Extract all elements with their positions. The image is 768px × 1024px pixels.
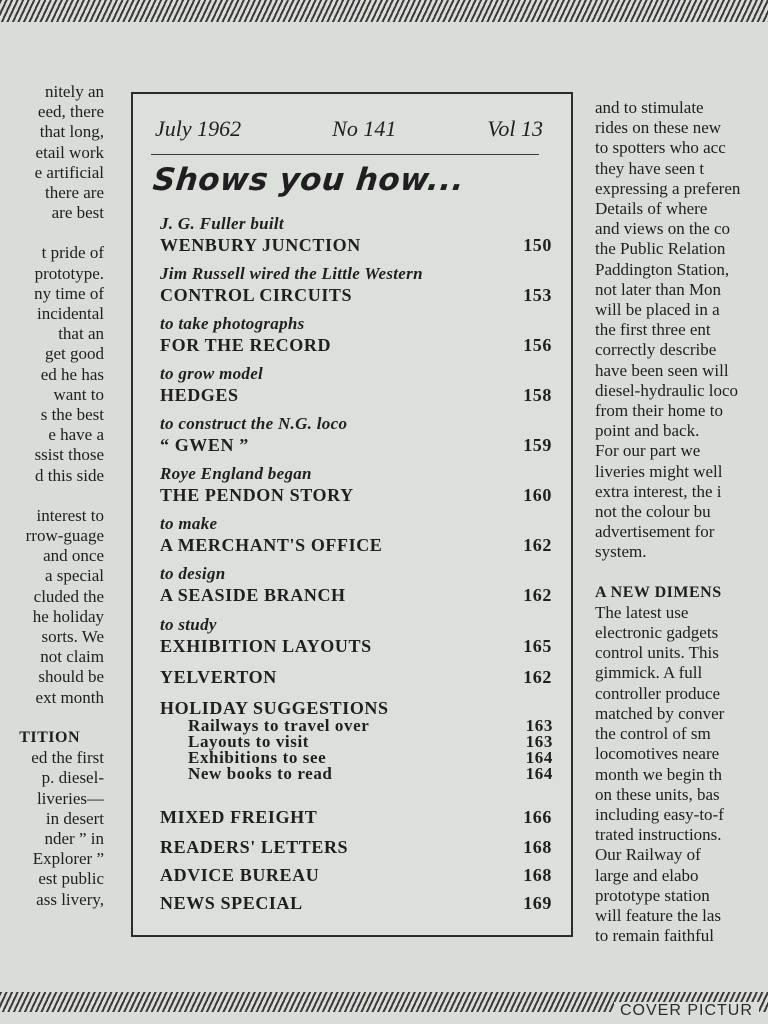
holiday-subitem-page: 163	[525, 716, 553, 735]
body-text-line: system.	[595, 542, 647, 562]
entry-page-number: 160	[523, 485, 552, 505]
body-text-line: control units. This	[595, 643, 719, 663]
contents-entry	[160, 214, 552, 256]
entry-row	[160, 864, 552, 886]
body-text-line: prototype station	[595, 885, 710, 905]
body-text-line: liveries might well	[595, 461, 723, 481]
body-text-line: the Public Relation	[595, 239, 726, 259]
contents-entry	[160, 314, 552, 356]
entry-title: ADVICE BUREAU	[160, 865, 320, 885]
entry-page-number: 162	[523, 667, 552, 687]
entry-row	[160, 666, 552, 688]
body-text-line: ext month	[35, 687, 104, 707]
issue-number: No 141	[332, 116, 397, 141]
entry-page-number: 168	[523, 865, 552, 885]
entry-row	[160, 284, 552, 306]
body-text-line: in desert	[45, 808, 104, 828]
body-text-line: electronic gadgets	[595, 623, 719, 643]
body-text-line: there are	[45, 183, 104, 203]
entry-title: YELVERTON	[160, 667, 277, 687]
holiday-subitem-title: Layouts to visit	[188, 732, 310, 751]
entry-subtitle: Jim Russell wired the Little Western	[160, 264, 423, 283]
entry-page-number: 162	[523, 535, 552, 555]
holiday-subitem-title: Exhibitions to see	[188, 748, 327, 767]
body-text-line: diesel-hydraulic loco	[595, 380, 739, 400]
contents-headline: Shows you how...	[151, 162, 467, 198]
body-text-line: correctly describe	[595, 340, 717, 360]
body-text-line: the first three ent	[595, 320, 711, 340]
body-text-line: extra interest, the i	[595, 481, 722, 501]
body-text-line: nitely an	[44, 82, 104, 101]
entry-title: FOR THE RECORD	[160, 335, 332, 355]
entry-page-number: 165	[523, 636, 552, 656]
body-text-line: they have seen t	[595, 158, 705, 178]
contents-entry	[160, 514, 552, 556]
body-text-line: est public	[38, 869, 104, 889]
body-text-line: that long,	[39, 122, 104, 142]
body-text-line: cluded the	[33, 586, 104, 606]
body-text-line: interest to	[36, 505, 104, 525]
body-text-line: ass livery,	[36, 889, 104, 909]
body-text-line: Explorer ”	[32, 849, 104, 869]
contents-entry	[160, 615, 552, 657]
body-text-line: Details of where	[595, 199, 708, 219]
entry-page-number: 158	[523, 385, 552, 405]
left-text-column	[0, 82, 104, 910]
right-text-column	[595, 98, 768, 946]
entry-row	[160, 534, 552, 556]
top-hatch-border	[0, 0, 768, 22]
entry-subtitle: to construct the N.G. loco	[160, 414, 348, 433]
entry-page-number: 159	[523, 435, 552, 455]
body-text-line: ed he has	[40, 364, 104, 384]
body-text-line: not later than Mon	[595, 279, 722, 299]
holiday-subitem-title: Railways to travel over	[188, 716, 370, 735]
body-text-line: from their home to	[595, 401, 723, 421]
holiday-subitem-page: 163	[525, 732, 553, 751]
body-text-line: will feature the las	[595, 905, 722, 925]
entry-row	[160, 635, 552, 657]
body-text-line: want to	[53, 384, 104, 404]
entry-title: A MERCHANT'S OFFICE	[160, 535, 383, 555]
entry-subtitle: to study	[160, 615, 217, 634]
contents-list	[133, 94, 571, 935]
body-text-line: including easy-to-f	[595, 804, 724, 824]
body-text-line: The latest use	[595, 602, 689, 622]
entry-page-number: 153	[523, 285, 552, 305]
entry-row	[160, 384, 552, 406]
contents-entry	[160, 836, 552, 858]
entry-title: READERS' LETTERS	[160, 837, 349, 857]
cover-picture-label: COVER PICTUR	[614, 1002, 759, 1020]
body-text-line: e artificial	[34, 162, 104, 182]
entry-row	[160, 836, 552, 858]
body-text-line: t pride of	[41, 243, 104, 263]
paragraph-gap	[0, 223, 104, 243]
entry-subtitle: to take photographs	[160, 314, 305, 333]
body-text-line: the control of sm	[595, 724, 711, 744]
body-text-line: Our Railway of	[595, 845, 701, 865]
body-text-line: ssist those	[34, 445, 104, 465]
entry-row	[160, 334, 552, 356]
entry-subtitle: to design	[160, 564, 226, 583]
contents-box	[131, 92, 573, 937]
body-text-line: rides on these new	[595, 118, 722, 138]
entry-row	[160, 484, 552, 506]
body-text-line: and to stimulate	[595, 98, 704, 117]
body-text-line: are best	[51, 203, 104, 223]
entry-subtitle: Roye England began	[160, 464, 312, 483]
body-text-line: will be placed in a	[595, 300, 720, 320]
contents-entry	[160, 666, 552, 688]
entry-title: NEWS SPECIAL	[160, 893, 303, 913]
body-text-line: have been seen will	[595, 360, 729, 380]
body-text-line: point and back.	[595, 421, 700, 441]
contents-entry	[160, 414, 552, 456]
body-text-line: For our part we	[595, 441, 701, 461]
entry-page-number: 156	[523, 335, 552, 355]
body-text-line: s the best	[40, 405, 104, 425]
entry-title: CONTROL CIRCUITS	[160, 285, 353, 305]
body-text-line: not the colour bu	[595, 502, 711, 522]
body-text-line: locomotives neare	[595, 744, 720, 764]
entry-subtitle: to grow model	[160, 364, 264, 383]
body-text-line: and once	[43, 546, 104, 566]
holiday-subitem-title: New books to read	[188, 764, 333, 783]
body-text-line: to remain faithful	[595, 926, 714, 946]
body-text-line: eed, there	[37, 102, 104, 122]
body-text-line: d this side	[35, 465, 104, 485]
contents-entry	[160, 892, 552, 914]
body-text-line: and views on the co	[595, 219, 731, 239]
paragraph-gap	[595, 563, 768, 583]
holiday-subitems	[188, 718, 553, 782]
body-text-line: sorts. We	[41, 627, 104, 647]
body-text-line: not claim	[40, 647, 104, 667]
body-text-line: ny time of	[34, 283, 104, 303]
body-text-line: he holiday	[32, 606, 104, 626]
body-text-line: Paddington Station,	[595, 259, 730, 279]
body-text-line: gimmick. A full	[595, 663, 703, 683]
entry-title: EXHIBITION LAYOUTS	[160, 636, 372, 656]
holiday-subitem-page: 164	[525, 764, 553, 783]
body-text-line: ed the first	[31, 748, 104, 768]
holiday-subitem	[188, 766, 553, 782]
entry-page-number: 150	[523, 235, 552, 255]
contents-entry	[160, 264, 552, 306]
entry-row	[160, 806, 552, 828]
issue-volume: Vol 13	[487, 116, 543, 141]
body-text-line: prototype.	[34, 263, 104, 283]
paragraph-gap	[0, 708, 104, 728]
body-text-line: matched by conver	[595, 703, 725, 723]
body-text-line: p. diesel-	[41, 768, 104, 788]
body-text-line: large and elabo	[595, 865, 699, 885]
entry-page-number: 169	[523, 893, 552, 913]
entry-title: HEDGES	[160, 385, 239, 405]
body-text-line: advertisement for	[595, 522, 715, 542]
contents-entry	[160, 806, 552, 828]
paragraph-gap	[0, 486, 104, 506]
contents-entry	[160, 864, 552, 886]
body-text-line: trated instructions.	[595, 825, 722, 845]
body-text-line: incidental	[36, 304, 104, 324]
body-text-line: that an	[58, 324, 104, 344]
contents-entry	[160, 464, 552, 506]
body-text-line: a special	[45, 566, 104, 586]
body-text-line: month we begin th	[595, 764, 723, 784]
entry-row	[160, 434, 552, 456]
entry-title: MIXED FREIGHT	[160, 807, 318, 827]
entry-title: HOLIDAY SUGGESTIONS	[160, 698, 389, 718]
body-text-line: expressing a preferen	[595, 178, 741, 198]
body-text-line: controller produce	[595, 683, 721, 703]
entry-title: A SEASIDE BRANCH	[160, 585, 346, 605]
holiday-subitem-page: 164	[525, 748, 553, 767]
contents-entry	[160, 364, 552, 406]
issue-date: July 1962	[155, 116, 242, 141]
body-text-line: rrow-guage	[25, 526, 104, 546]
column-heading: TITION	[19, 728, 80, 746]
body-text-line: liveries—	[36, 788, 104, 808]
body-text-line: etail work	[35, 142, 104, 162]
entry-page-number: 168	[523, 837, 552, 857]
body-text-line: get good	[44, 344, 104, 364]
contents-entry	[160, 564, 552, 606]
body-text-line: on these units, bas	[595, 784, 720, 804]
entry-row	[160, 234, 552, 256]
body-text-line: to spotters who acc	[595, 138, 726, 158]
entry-page-number: 162	[523, 585, 552, 605]
body-text-line: e have a	[48, 425, 104, 445]
entry-title: THE PENDON STORY	[160, 485, 354, 505]
entry-subtitle: J. G. Fuller built	[160, 214, 284, 233]
entry-title: “ GWEN ”	[160, 435, 249, 455]
entry-subtitle: to make	[160, 514, 218, 533]
body-text-line: nder ” in	[44, 828, 104, 848]
entry-page-number: 166	[523, 807, 552, 827]
entry-row	[160, 584, 552, 606]
column-heading: A NEW DIMENS	[595, 583, 722, 601]
entry-title: WENBURY JUNCTION	[160, 235, 361, 255]
body-text-line: should be	[38, 667, 104, 687]
entry-row	[160, 892, 552, 914]
